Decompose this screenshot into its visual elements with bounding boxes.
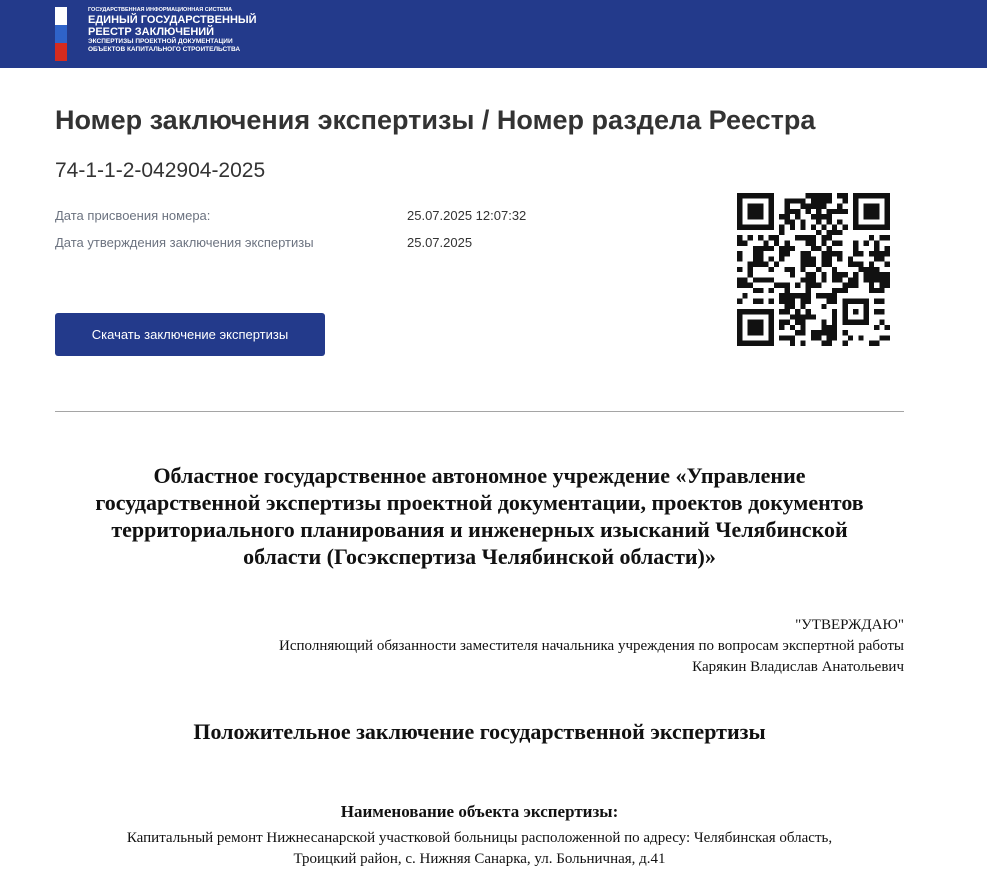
approve-date-label: Дата утверждения заключения экспертизы [55, 235, 314, 250]
registry-logo[interactable] [88, 7, 257, 54]
logo-line-system: ГОСУДАРСТВЕННАЯ ИНФОРМАЦИОННАЯ СИСТЕМА [88, 7, 233, 13]
organization-title-line: государственной экспертизы проектной документации, проектов документов [95, 490, 864, 515]
organization-title-line: территориального планирования и инженерных изысканий Челябинской [111, 517, 848, 542]
organization-title [55, 462, 904, 570]
object-label: Наименование объекта экспертизы: [340, 802, 619, 821]
organization-title-line: области (Госэкспертиза Челябинской области)» [243, 544, 716, 569]
conclusion-title: Положительное заключение государственной экспертизы [193, 719, 766, 744]
section-divider [55, 411, 904, 412]
logo-line-expertise: ЭКСПЕРТИЗЫ ПРОЕКТНОЙ ДОКУМЕНТАЦИИ [88, 38, 233, 45]
assign-date-value: 25.07.2025 12:07:32 [407, 208, 527, 223]
flag-logo-icon[interactable] [55, 7, 67, 61]
approver-position: Исполняющий обязанности заместителя начальника учреждения по вопросам экспертной работы [279, 638, 904, 654]
assign-date-label: Дата присвоения номера: [55, 208, 211, 223]
logo-line-registry: РЕЕСТР ЗАКЛЮЧЕНИЙ [88, 26, 215, 38]
download-conclusion-button[interactable]: Скачать заключение экспертизы [55, 313, 325, 356]
approver-name: Карякин Владислав Анатольевич [692, 659, 904, 675]
object-name-line: Капитальный ремонт Нижнесанарской участковой больницы расположенной по адресу: Челябинская область, [126, 830, 833, 846]
approval-block [279, 615, 904, 678]
top-header [0, 0, 987, 68]
logo-line-unified: ЕДИНЫЙ ГОСУДАРСТВЕННЫЙ [88, 14, 257, 26]
approve-date-value: 25.07.2025 [407, 235, 473, 250]
qr-code-icon [737, 193, 890, 346]
conclusion-number: 74-1-1-2-042904-2025 [55, 159, 266, 182]
object-name-line: Троицкий район, с. Нижняя Санарка, ул. Больничная, д.41 [293, 851, 666, 867]
object-name [55, 828, 904, 870]
organization-title-line: Областное государственное автономное учреждение «Управление [153, 463, 806, 488]
logo-line-objects: ОБЪЕКТОВ КАПИТАЛЬНОГО СТРОИТЕЛЬСТВА [88, 46, 241, 53]
approval-word: "УТВЕРЖДАЮ" [795, 617, 904, 633]
page-title: Номер заключения экспертизы / Номер раздела Реестра [55, 105, 816, 135]
